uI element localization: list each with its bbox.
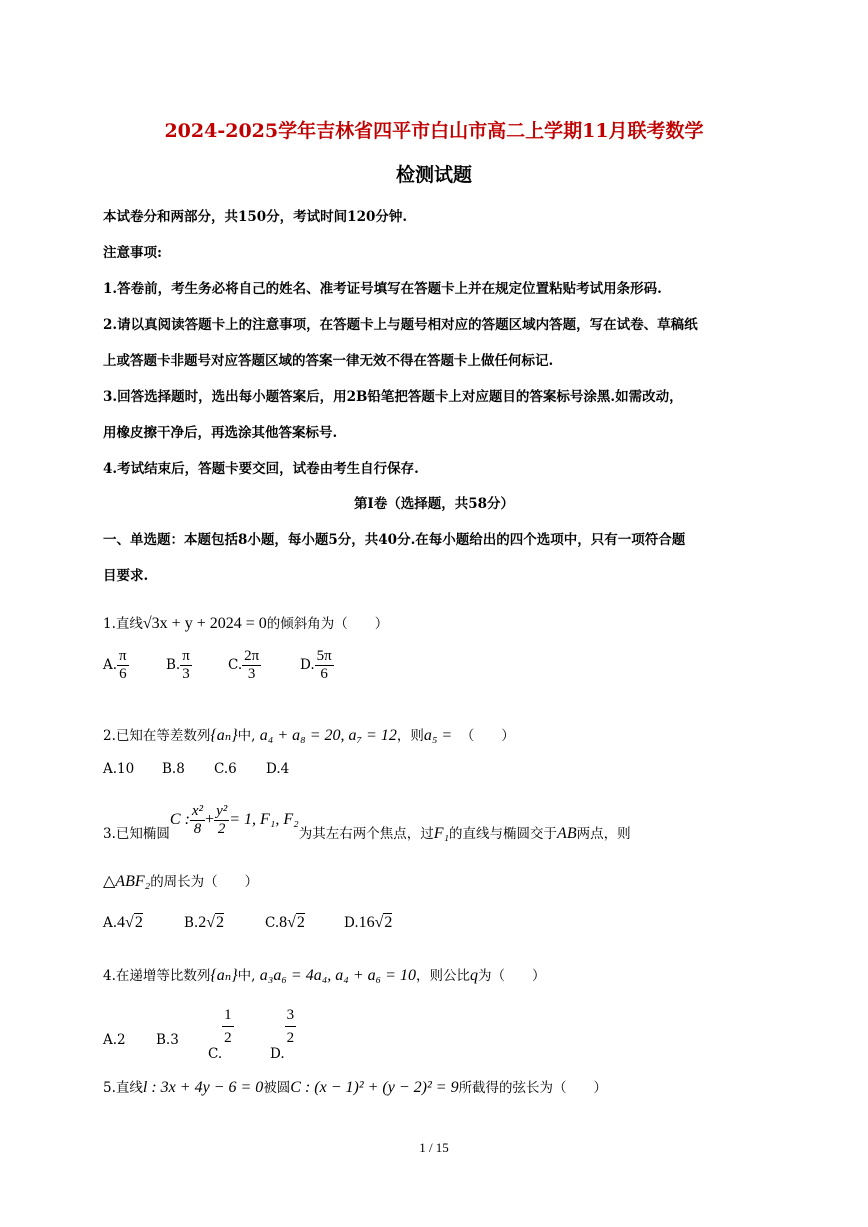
question-3-option-a: A.4√2 <box>103 914 143 931</box>
question-2-option-c: C.6 <box>214 761 237 777</box>
question-3-option-c: C.8√2 <box>265 914 305 931</box>
question-2-sequence: {aₙ} <box>210 727 238 744</box>
question-5-line: l : 3x + 4y − 6 = 0 <box>142 1079 264 1096</box>
question-3-option-d: D.16√2 <box>344 914 393 931</box>
question-1-option-d: D. $\frac{5\pi}{6}$ <box>300 648 332 682</box>
page-number: 1 / 15 <box>419 1140 449 1155</box>
question-3-option-b: B.2√2 <box>184 914 224 931</box>
note-4: 4.考试结束后，答题卡要交回，试卷由考生自行保存. <box>103 461 419 477</box>
question-2-condition: a₄ + a₈ = 20, a₇ = 12 <box>259 727 397 744</box>
question-4-condition: a₃a₆ = 4a₄, a₄ + a₆ = 10 <box>259 967 416 984</box>
question-3-line-2: △ABF₂的周长为（ ） <box>103 873 259 890</box>
question-1-suffix: 的倾斜角为（ ） <box>266 616 389 632</box>
question-4-option-d: D. $\frac{3}{2}$ <box>270 1004 296 1062</box>
question-2-option-d: D.4 <box>266 761 290 777</box>
question-1-option-c: C. $\frac{2\pi}{3}$ <box>228 648 260 682</box>
question-1-prefix: 1.直线 <box>103 616 143 632</box>
note-2: 2.请以真阅读答题卡上的注意事项，在答题卡上与题号相对应的答题区域内答题，写在试卷、草稿纸 <box>103 317 698 333</box>
intro-text: 本试卷分和两部分，共150分，考试时间120分钟. <box>103 209 408 225</box>
note-3: 3.回答选择题时，选出每小题答案后，用2B铅笔把答题卡上对应题目的答案标号涂黑.如需改动， <box>103 389 683 405</box>
part-instructions: 一、单选题：本题包括8小题，每小题5分，共40分.在每小题给出的四个选项中，只有一项符合题 <box>103 532 686 548</box>
question-5-circle: C : (x − 1)² + (y − 2)² = 9 <box>290 1079 459 1096</box>
note-1: 1.答卷前，考生务必将自己的姓名、准考证号填写在答题卡上并在规定位置粘贴考试用条形码. <box>103 281 662 297</box>
question-4-option-b: B.3 <box>156 1032 179 1048</box>
document-title: 2024-2025学年吉林省四平市白山市高二上学期11月联考数学 <box>164 120 704 142</box>
question-1 <box>103 612 388 633</box>
question-1-equation: √3x + y + 2024 = 0 <box>142 615 267 632</box>
section-title: 第I卷（选择题，共58分） <box>353 496 515 512</box>
question-2: 2.已知在等差数列{aₙ}中, a₄ + a₈ = 20, a₇ = 12，则a₅ = （ ） <box>103 727 515 744</box>
document-subtitle: 检测试题 <box>395 164 472 186</box>
triangle-label: △ABF₂ <box>103 873 151 890</box>
question-4-option-c: C. $\frac{1}{2}$ <box>208 1004 234 1062</box>
question-4-option-a: A.2 <box>103 1032 126 1048</box>
question-2-option-b: B.8 <box>162 761 185 777</box>
question-3: 3.已知椭圆C : $\frac{\text{x²}}{8}$ + $\frac{\text{y²}}{2}$ = 1, F₁, F₂为其左右两个焦点，过F₁的直线与椭圆交于AB两点，则 <box>103 803 631 842</box>
question-4: 4.在递增等比数列{aₙ}中, a₃a₆ = 4a₄, a₄ + a₆ = 10，则公比q为（ ） <box>103 967 546 984</box>
question-2-option-a: A.10 <box>103 761 135 777</box>
notes-heading: 注意事项: <box>103 245 162 261</box>
note-2-cont: 上或答题卡非题号对应答题区域的答案一律无效不得在答题卡上做任何标记. <box>103 353 554 369</box>
part-instructions-cont: 目要求. <box>103 568 149 584</box>
question-1-option-b: B. $\frac{\pi}{3}$ <box>166 648 190 682</box>
question-5: 5.直线l : 3x + 4y − 6 = 0被圆C : (x − 1)² + (y − 2)² = 9所截得的弦长为（ ） <box>103 1079 608 1096</box>
note-3-cont: 用橡皮擦干净后，再选涂其他答案标号. <box>103 425 338 441</box>
question-1-option-a: A. $\frac{\pi}{6}$ <box>103 648 127 682</box>
